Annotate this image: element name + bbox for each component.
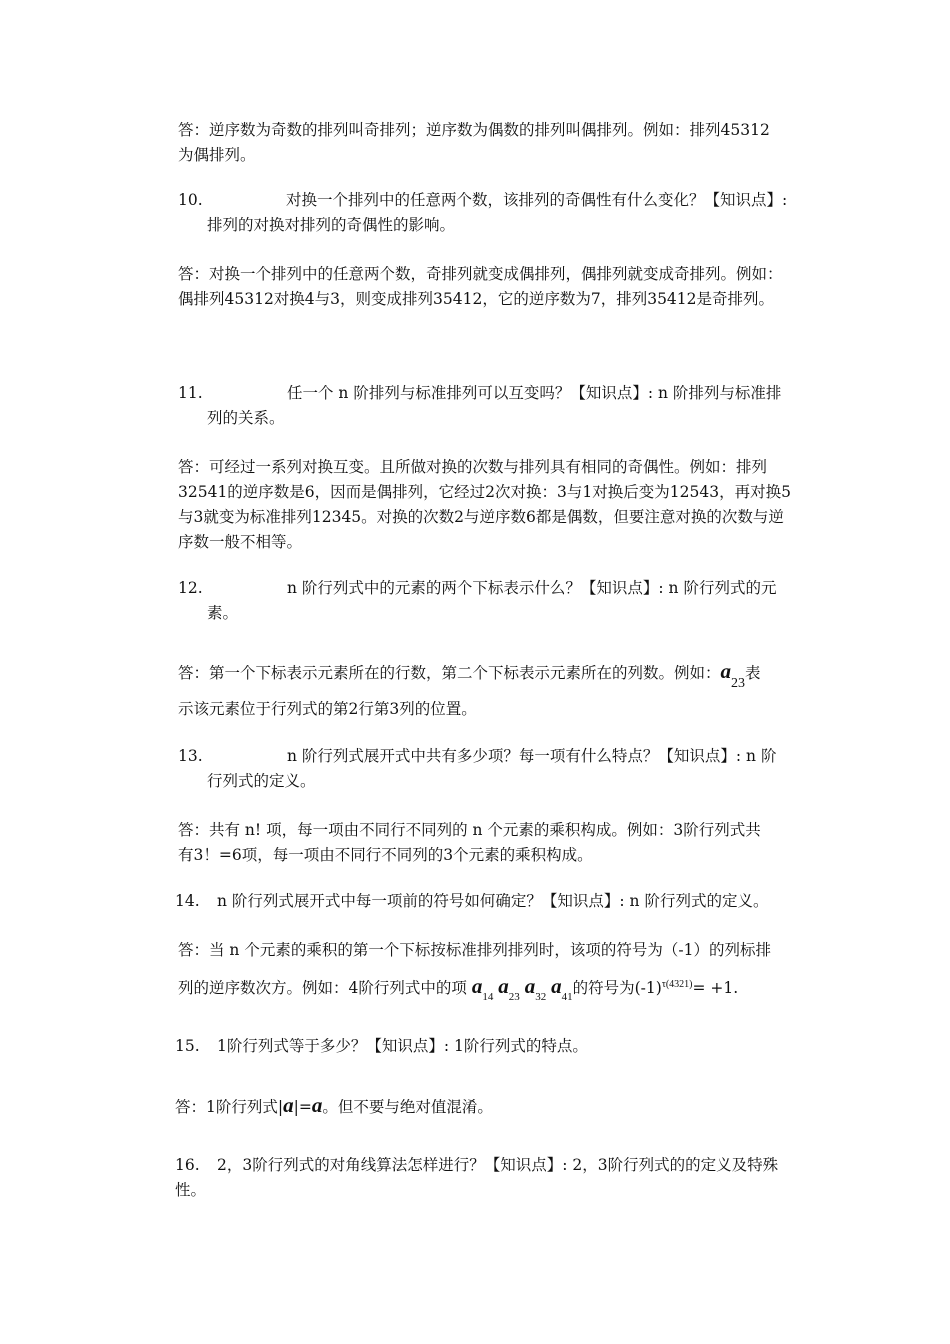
question-11-line-2: 列的关系。: [207, 409, 285, 427]
element-a-symbol: a: [720, 659, 732, 683]
question-13-line-2: 行列式的定义。: [207, 772, 316, 790]
question-14-number: 14.: [175, 892, 200, 910]
answer-11-line-2: 32541的逆序数是6，因而是偶排列，它经过2次对换：3与1对换后变为12543，再对换5: [178, 483, 791, 501]
answer-12-line-2: 示该元素位于行列式的第2行第3列的位置。: [178, 700, 477, 718]
answer-12-text-after: 表: [745, 664, 761, 682]
question-15-line-1: 1阶行列式等于多少？【知识点】: 1阶行列式的特点。: [217, 1037, 588, 1055]
element-a-symbol: a: [283, 1093, 294, 1117]
exponent-superscript: τ(4321): [661, 979, 693, 990]
question-13-number: 13.: [178, 747, 203, 765]
answer-9-line-2: 为偶排列。: [178, 146, 256, 164]
question-12-number: 12.: [178, 579, 203, 597]
question-14-line-1: n 阶行列式展开式中每一项前的符号如何确定？【知识点】: n 阶行列式的定义。: [217, 892, 769, 910]
determinant-bar-left: |: [277, 1098, 284, 1116]
answer-11-line-4: 序数一般不相等。: [178, 533, 303, 551]
element-a-symbol: a: [311, 1093, 323, 1117]
question-11-line-1: 任一个 n 阶排列与标准排列可以互变吗？【知识点】: n 阶排列与标准排: [287, 384, 782, 402]
answer-11-line-3: 与3就变为标准排列12345。对换的次数2与逆序数6都是偶数，但要注意对换的次数与逆: [178, 508, 784, 526]
question-10-line-1: 对换一个排列中的任意两个数，该排列的奇偶性有什么变化？【知识点】:: [286, 191, 788, 209]
answer-9-line-1: 答：逆序数为奇数的排列叫奇排列；逆序数为偶数的排列叫偶排列。例如：排列45312: [178, 121, 770, 139]
term-subscript: 32: [535, 991, 547, 1003]
answer-10-line-1: 答：对换一个排列中的任意两个数，奇排列就变成偶排列，偶排列就变成奇排列。例如：: [178, 265, 783, 283]
answer-14-text-before: 列的逆序数次方。例如：4阶行列式中的项: [178, 979, 467, 997]
answer-13-line-1: 答：共有 n! 项，每一项由不同行不同列的 n 个元素的乘积构成。例如：3阶行列式共: [178, 821, 761, 839]
question-11-number: 11.: [178, 384, 203, 402]
question-16-line-2: 性。: [175, 1181, 207, 1199]
answer-10-line-2: 偶排列45312对换4与3，则变成排列35412，它的逆序数为7，排列35412是奇排列。: [178, 290, 775, 308]
answer-14-line-2: [178, 976, 738, 1001]
answer-14-text-mid: 的符号为(-1): [572, 979, 662, 997]
question-12-line-2: 素。: [207, 604, 239, 622]
term-subscript: 14: [482, 991, 494, 1003]
determinant-bar-right: |=: [293, 1098, 312, 1116]
answer-11-line-1: 答：可经过一系列对换互变。且所做对换的次数与排列具有相同的奇偶性。例如：排列: [178, 458, 768, 476]
question-10-line-2: 排列的对换对排列的奇偶性的影响。: [207, 216, 456, 234]
answer-12-line-1: [178, 659, 761, 691]
answer-13-line-2: 有3！=6项，每一项由不同行不同列的3个元素的乘积构成。: [178, 846, 593, 864]
term-a-symbol: a: [524, 974, 536, 998]
answer-14-text-after: = +1.: [692, 979, 739, 997]
term-subscript: 41: [561, 991, 573, 1003]
question-16-number: 16.: [175, 1156, 200, 1174]
answer-14-line-1: 答：当 n 个元素的乘积的第一个下标按标准排列排列时，该项的符号为（-1）的列标排: [178, 941, 771, 959]
answer-15-text-after: 。但不要与绝对值混淆。: [322, 1098, 493, 1116]
term-a-symbol: a: [498, 974, 509, 998]
answer-12-text-before: 答：第一个下标表示元素所在的行数，第二个下标表示元素所在的列数。例如：: [178, 664, 721, 682]
question-10-number: 10.: [178, 191, 203, 209]
term-a-symbol: a: [551, 974, 562, 998]
term-a-symbol: a: [471, 974, 483, 998]
question-15-number: 15.: [175, 1037, 200, 1055]
term-subscript: 23: [508, 991, 520, 1003]
answer-15-text-before: 答：1阶行列式: [175, 1098, 278, 1116]
question-12-line-1: n 阶行列式中的元素的两个下标表示什么？【知识点】: n 阶行列式的元: [287, 579, 777, 597]
question-16-line-1: 2，3阶行列式的对角线算法怎样进行？【知识点】: 2，3阶行列式的的定义及特殊: [217, 1156, 779, 1174]
question-13-line-1: n 阶行列式展开式中共有多少项？每一项有什么特点？【知识点】: n 阶: [287, 747, 777, 765]
answer-15-line: [175, 1095, 493, 1117]
element-subscript: 23: [731, 676, 746, 691]
